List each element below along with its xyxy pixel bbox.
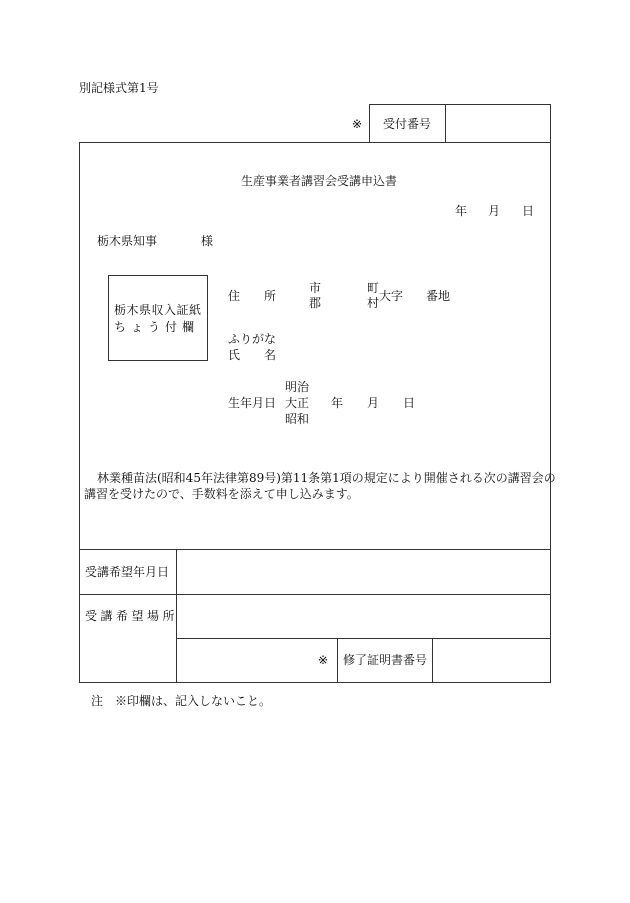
receipt-label: 受付番号	[383, 117, 432, 131]
table-middle-line	[79, 594, 551, 595]
addressee-honorific: 様	[201, 234, 214, 248]
address-village: 村	[367, 296, 380, 310]
desired-date-label: 受講希望年月日	[85, 565, 170, 579]
stamp-label-line1: 栃木県収入証紙	[114, 303, 202, 317]
addressee-name: 栃木県知事	[97, 234, 158, 248]
certificate-label: 修了証明書番号	[343, 653, 428, 667]
certificate-left-border	[337, 638, 338, 683]
address-label: 住 所	[228, 289, 277, 303]
form-frame	[79, 142, 551, 683]
birth-month: 月	[367, 396, 380, 410]
statement-line2: 講習を受けたので、手数料を添えて申し込みます。	[84, 487, 359, 501]
certificate-mark: ※	[318, 653, 329, 667]
footnote: 注 ※印欄は、記入しないこと。	[91, 694, 272, 708]
certificate-top-line	[176, 638, 551, 639]
name-label: 氏 名	[228, 348, 277, 362]
revenue-stamp-box	[108, 275, 208, 361]
table-top-line	[79, 549, 551, 550]
birthdate-label: 生年月日	[228, 396, 277, 410]
birth-year: 年	[331, 396, 344, 410]
stamp-label-line2: ちょう付欄	[114, 320, 200, 334]
date-year: 年	[455, 204, 468, 218]
era-showa: 昭和	[285, 412, 310, 426]
form-title: 生産事業者講習会受講申込書	[241, 174, 398, 188]
desired-place-label: 受講希望場所	[85, 609, 179, 623]
furigana-label: ふりがな	[228, 332, 277, 346]
address-town: 町	[367, 281, 380, 295]
address-city: 市	[309, 281, 322, 295]
address-county: 郡	[309, 296, 322, 310]
era-taisho: 大正	[285, 396, 310, 410]
receipt-mark: ※	[352, 117, 363, 131]
statement-line1: 林業種苗法(昭和45年法律第89号)第11条第1項の規定により開催される次の講習会の	[97, 471, 556, 485]
date-day: 日	[522, 204, 535, 218]
receipt-divider	[445, 104, 446, 142]
form-number: 別記様式第1号	[79, 81, 159, 95]
birth-day: 日	[403, 396, 416, 410]
address-banchi: 番地	[426, 289, 451, 303]
date-month: 月	[488, 204, 501, 218]
era-meiji: 明治	[285, 380, 310, 394]
address-oaza: 大字	[379, 289, 404, 303]
certificate-divider	[432, 638, 433, 683]
